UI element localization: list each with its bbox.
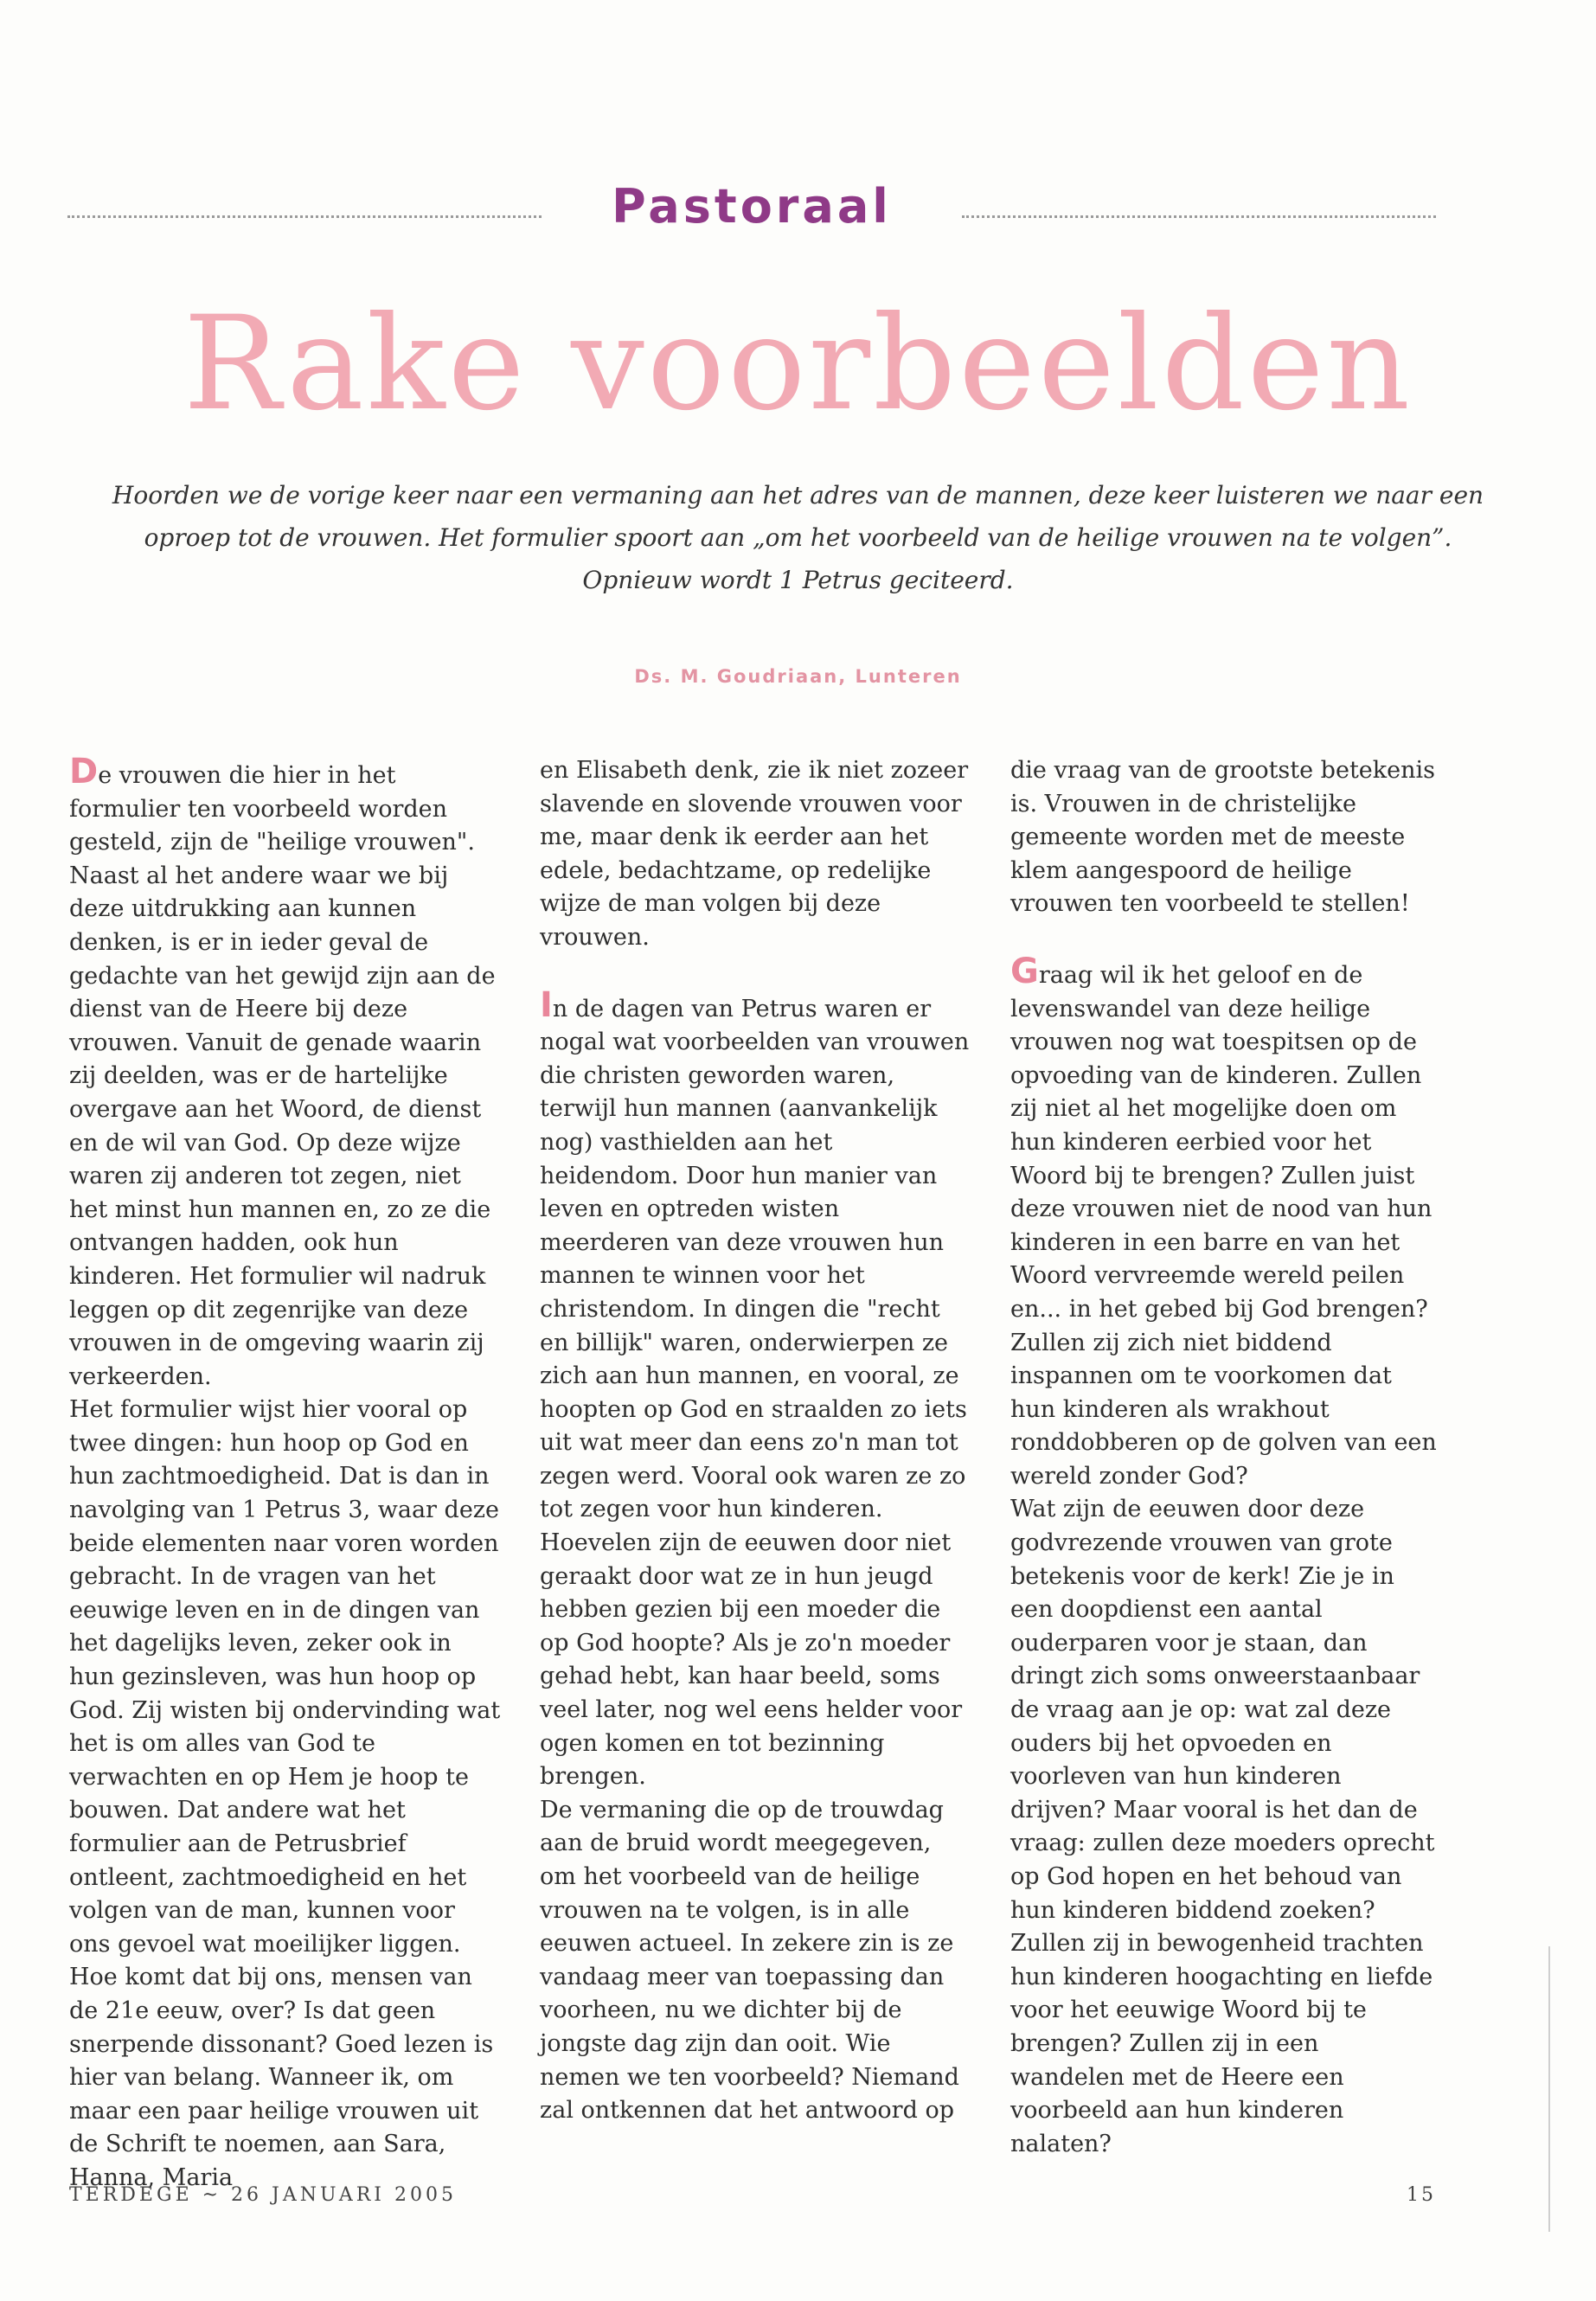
paragraph-text: n de dagen van Petrus waren er nogal wat voorbeelden van vrouwen die christen geworden waren, terwijl hun mannen (aanvankelijk nog) vasthielden aan het heidendom. Door hun manier van leven en optreden wisten meerderen van deze vrouwen hun mannen te winnen voor het christendom. In dingen die "recht en billijk" waren, onderwierpen ze zich aan hun mannen, en vooral, ze hoopten op God en straalden zo iets uit wat meer dan eens zo'n man tot zegen werd. Vooral ook waren ze zo tot zegen voor hun kinderen. Hoevelen zijn de eeuwen door niet geraakt door wat ze in hun jeugd hebben gezien bij een moeder die op God hoopte? Als je zo'n moeder gehad hebt, kan haar beeld, soms veel later, nog wel eens helder voor ogen komen en tot bezinning brengen. bbox=[540, 995, 970, 1791]
lead-line: Hoorden we de vorige keer naar een vermaning aan het adres van de mannen, deze keer luisteren we naar een bbox=[112, 481, 1484, 510]
paragraph bbox=[540, 984, 972, 1794]
paragraph-text: e vrouwen die hier in het formulier ten voorbeeld worden gesteld, zijn de "heilige vrouwen". Naast al het andere waar we bij deze uitdrukking aan kunnen denken, is er in ieder geval de gedachte van het gewijd zijn aan de dienst van de Heere bij deze vrouwen. Vanuit de genade waarin zij deelden, was er de hartelijke overgave aan het Woord, de dienst en de wil van God. Op deze wijze waren zij anderen tot zegen, niet het minst hun mannen en, zo ze die ontvangen hadden, ook hun kinderen. Het formulier wil nadruk leggen op dit zegenrijke van deze vrouwen in de omgeving waarin zij verkeerden. bbox=[69, 762, 496, 1390]
header-rule-right bbox=[962, 215, 1436, 218]
paragraph: en Elisabeth denk, zie ik niet zozeer slavende en slovende vrouwen voor me, maar denk ik eerder aan het edele, bedachtzame, op redelijke wijze de man volgen bij deze vrouwen. bbox=[540, 757, 969, 951]
header-rule-left bbox=[67, 215, 542, 218]
paragraph bbox=[1010, 951, 1439, 1494]
drop-cap: D bbox=[69, 752, 99, 792]
text-column-2 bbox=[540, 754, 972, 2128]
paragraph bbox=[69, 754, 502, 1394]
publication-footer: TERDEGE ~ 26 JANUARI 2005 bbox=[69, 2184, 457, 2206]
lead-line: Opnieuw wordt 1 Petrus geciteerd. bbox=[582, 566, 1014, 594]
text-column-3 bbox=[1010, 754, 1439, 2161]
page-edge-line bbox=[1548, 1946, 1550, 2232]
paragraph: De vermaning die op de trouwdag aan de bruid wordt meegegeven, om het voorbeeld van de heilige vrouwen na te volgen, is in alle eeuwen actueel. In zekere zin is ze vandaag meer van toepassing dan voorheen, nu we dichter bij de jongste dag zijn dan ooit. Wie nemen we ten voorbeeld? Niemand zal ontkennen dat het antwoord op bbox=[540, 1796, 959, 2125]
text-column-1 bbox=[69, 754, 502, 2195]
author-byline: Ds. M. Goudriaan, Lunteren bbox=[634, 666, 962, 687]
article-lead bbox=[82, 474, 1514, 601]
article-title: Rake voorbeelden bbox=[183, 289, 1413, 439]
paragraph: die vraag van de grootste betekenis is. Vrouwen in de christelijke gemeente worden met de meeste klem aangespoord de heilige vrouwen ten voorbeeld te stellen! bbox=[1010, 757, 1435, 918]
paragraph: Het formulier wijst hier vooral op twee dingen: hun hoop op God en hun zachtmoedigheid. Dat is dan in navolging van 1 Petrus 3, waar deze beide elementen naar voren worden gebracht. In de vragen van het eeuwige leven en in de dingen van het dagelijks leven, zeker ook in hun gezinsleven, was hun hoop op God. Zij wisten bij ondervinding wat het is om alles van God te verwachten en op Hem je hoop te bouwen. Dat andere wat het formulier aan de Petrusbrief ontleent, zachtmoedigheid en het volgen van de man, kunnen voor ons gevoel wat moeilijker liggen. Hoe komt dat bij ons, mensen van de 21e eeuw, over? Is dat geen snerpende dissonant? Goed lezen is hier van belang. Wanneer ik, om maar een paar heilige vrouwen uit de Schrift te noemen, aan Sara, Hanna, Maria bbox=[69, 1396, 501, 2191]
drop-cap: G bbox=[1010, 951, 1039, 991]
paragraph: Wat zijn de eeuwen door deze godvrezende vrouwen van grote betekenis voor de kerk! Zie je in een doopdienst een aantal ouderparen voor je staan, dan dringt zich soms onweerstaanbaar de vraag aan je op: wat zal deze ouders bij het opvoeden en voorleven van hun kinderen drijven? Maar vooral is het dan de vraag: zullen deze moeders oprecht op God hopen en het behoud van hun kinderen biddend zoeken? Zullen zij in bewogenheid trachten hun kinderen hoogachting en liefde voor het eeuwige Woord bij te brengen? Zullen zij in een wandelen met de Heere een voorbeeld aan hun kinderen nalaten? bbox=[1010, 1496, 1435, 2157]
page-number: 15 bbox=[1407, 2184, 1436, 2206]
section-label: Pastoraal bbox=[612, 179, 892, 234]
lead-line: oproep tot de vrouwen. Het formulier spoort aan „om het voorbeeld van de heilige vrouwen na te volgen”. bbox=[144, 523, 1452, 552]
drop-cap: I bbox=[540, 984, 553, 1025]
paragraph-text: raag wil ik het geloof en de levenswandel van deze heilige vrouwen nog wat toespitsen op de opvoeding van de kinderen. Zullen zij niet al het mogelijke doen om hun kinderen eerbied voor het Woord bij te brengen? Zullen juist deze vrouwen niet de nood van hun kinderen in een barre en van het Woord vervreemde wereld peilen en... in het gebed bij God brengen? Zullen zij zich niet biddend inspannen om te voorkomen dat hun kinderen als wrakhout ronddobberen op de golven van een wereld zonder God? bbox=[1010, 961, 1437, 1490]
